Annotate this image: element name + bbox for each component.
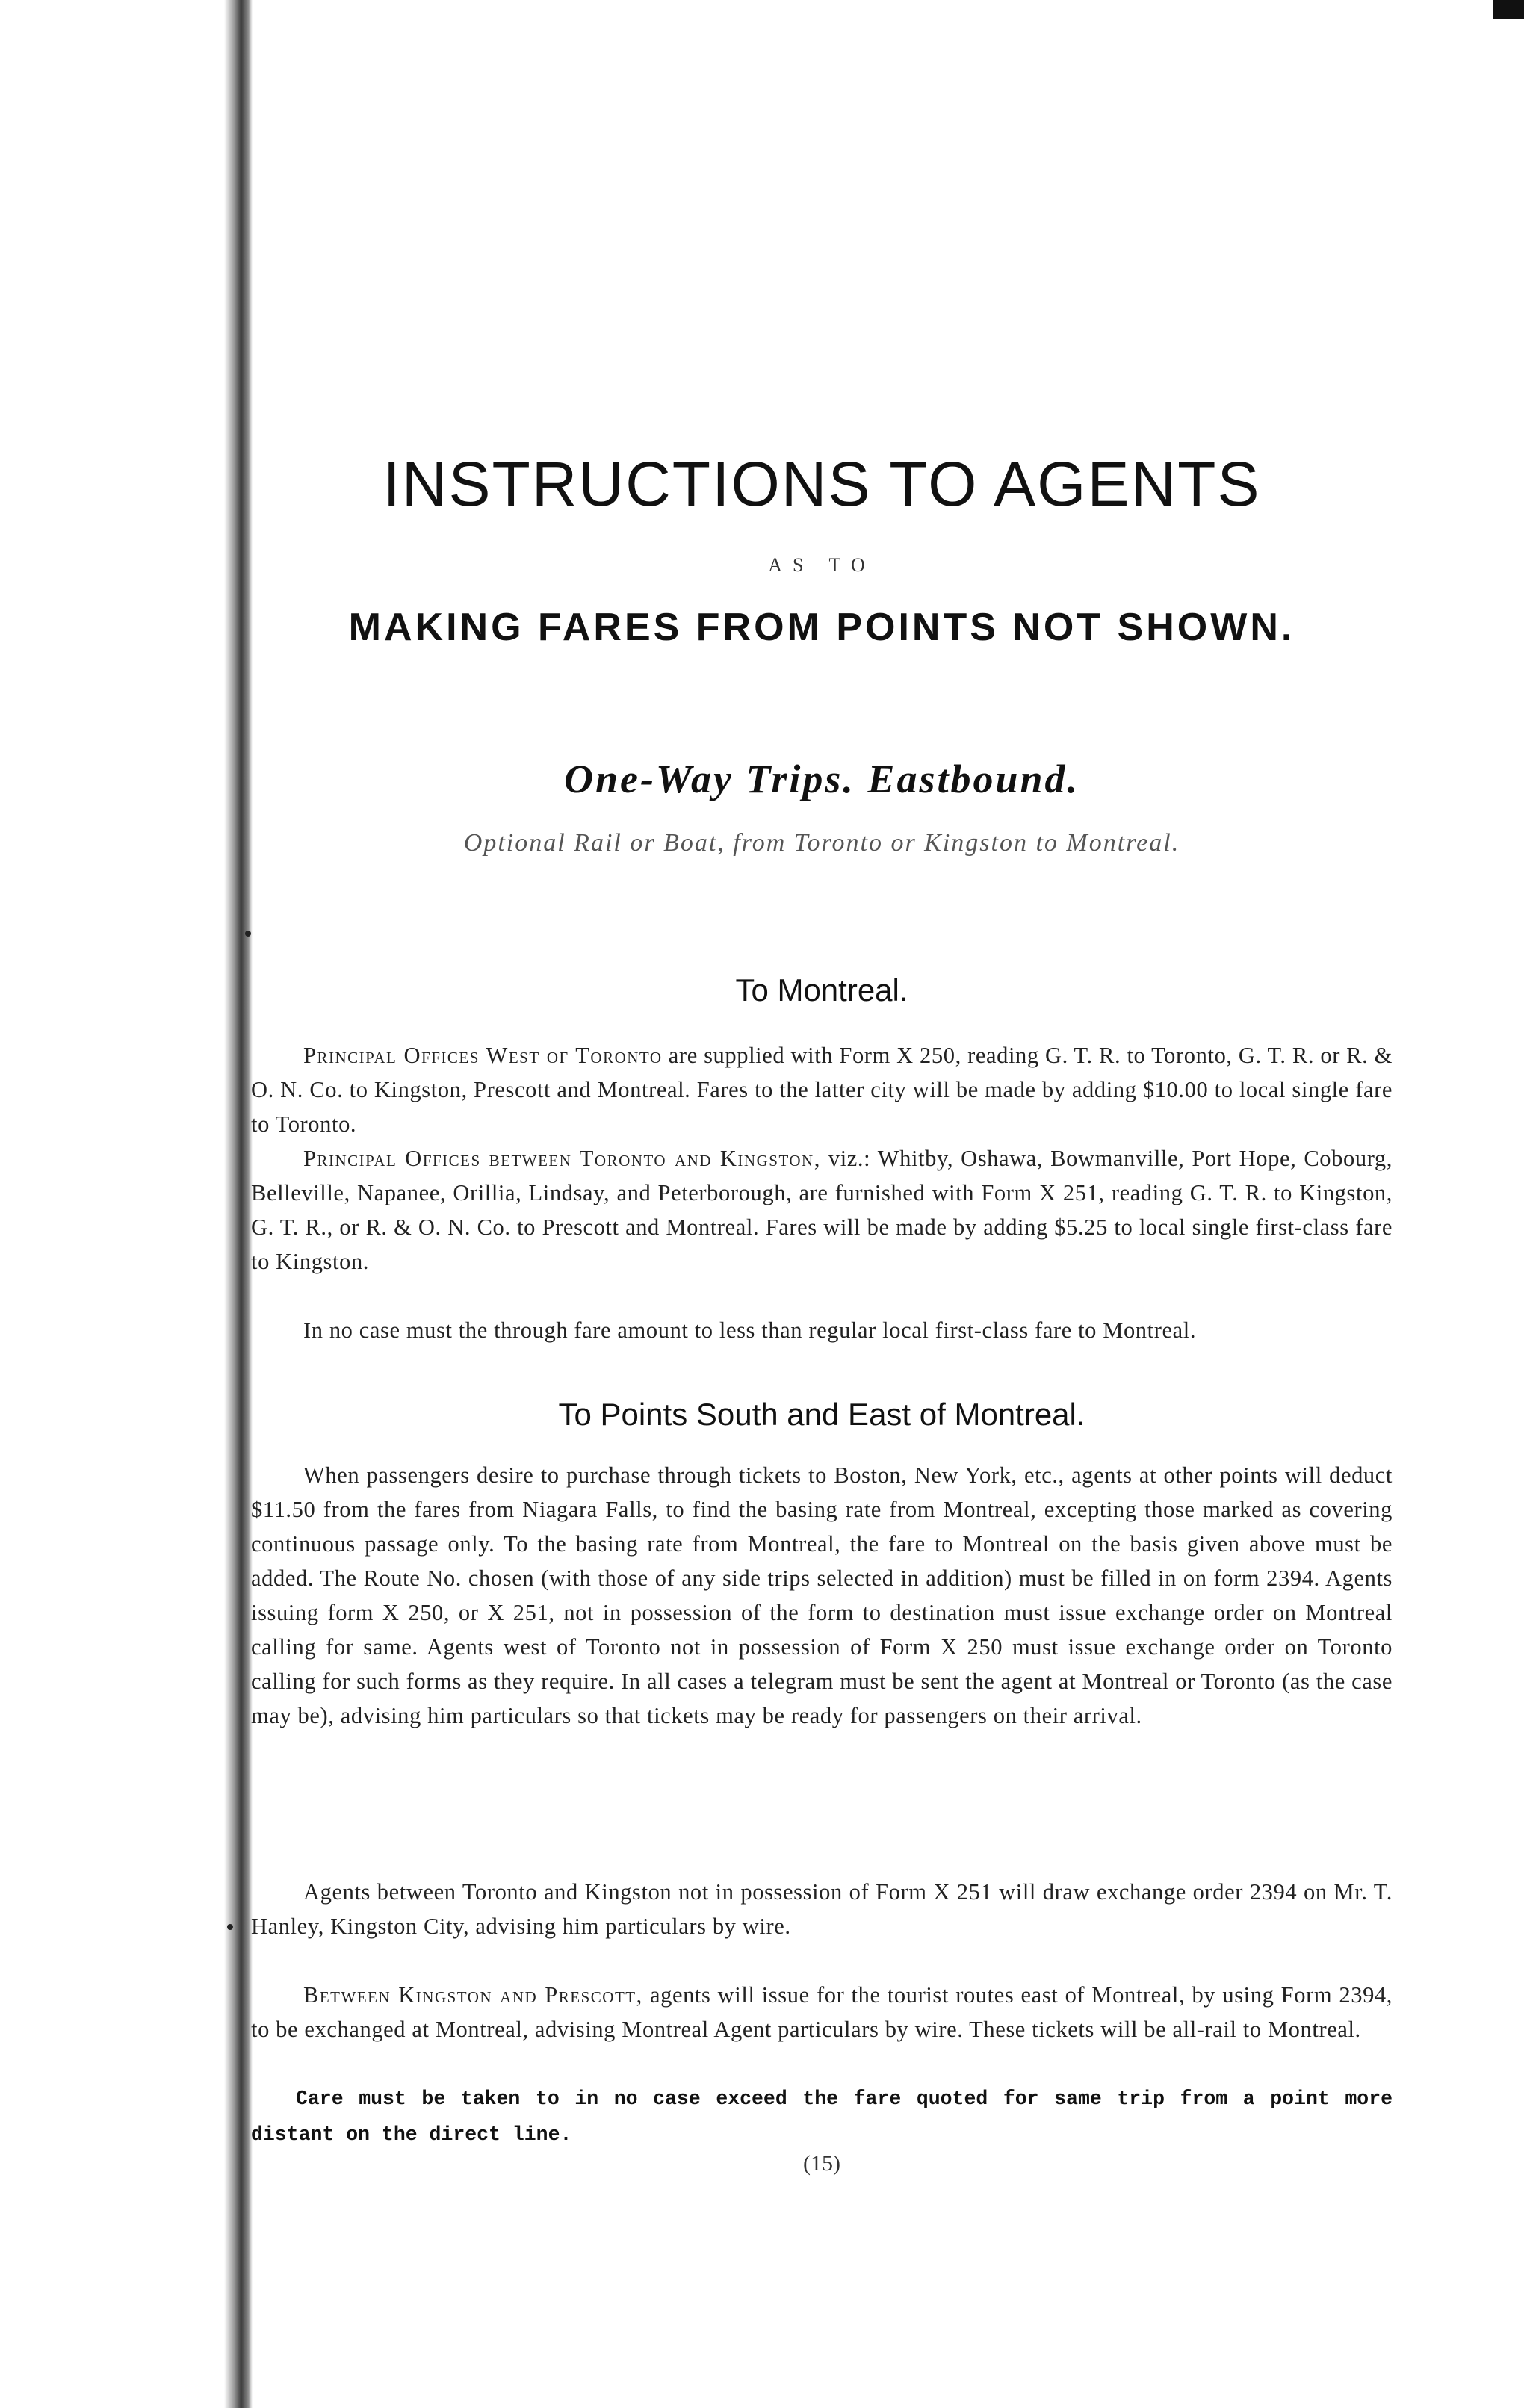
paragraph-exchange-order: Agents between Toronto and Kingston not in possession of Form X 251 will draw exchange order 2394 on Mr. T. Hanley, Kingston City, advising him particulars by wire. (251, 1879, 1393, 1939)
page-number: (15) (803, 2151, 840, 2176)
page-subtitle: MAKING FARES FROM POINTS NOT SHOWN. (348, 606, 1295, 649)
page-title: INSTRUCTIONS TO AGENTS (382, 449, 1261, 519)
trips-heading: One-Way Trips. Eastbound. (563, 757, 1080, 801)
paragraph-lead: Principal Offices between Toronto and Kingston, (303, 1146, 821, 1171)
section-heading-montreal: To Montreal. (735, 972, 908, 1008)
ink-speck (227, 1924, 233, 1930)
paragraph-lead: Between Kingston and Prescott, (303, 1982, 643, 2008)
paragraph-offices-west (251, 1038, 1393, 1141)
paragraph-through-fare: In no case must the through fare amount to less than regular local first-class fare to Montreal. (303, 1318, 1197, 1343)
fare-caution-note: Care must be taken to in no case exceed the fare quoted for same trip from a point more distant on the direct line. (251, 2088, 1393, 2146)
paragraph-through-tickets: When passengers desire to purchase through tickets to Boston, New York, etc., agents at other points will deduct $11.50 from the fares from Niagara Falls, to find the basing rate from Montreal, excepting those marked as covering continuous passage only. To the basing rate from Montreal, the fare to Montreal on the basis given above must be added. The Route No. chosen (with those of any side trips selected in addition) must be filled in on form 2394. Agents issuing form X 250, or X 251, not in possession of the form to destination must issue exchange order on Montreal calling for same. Agents west of Toronto not in possession of Form X 250 must issue exchange order on Toronto calling for such forms as they require. In all cases a telegram must be sent the agent at Montreal or Toronto (as the case may be), advising him particulars so that tickets may be ready for passengers on their arrival. (251, 1462, 1393, 1728)
optional-route-line: Optional Rail or Boat, from Toronto or Kingston to Montreal. (463, 829, 1180, 857)
paragraph-text: viz.: Whitby, Oshawa, Bowmanville, Port Hope, Cobourg, Belleville, Napanee, Orillia, Lindsay, and Peterborough, are furnished with Form X 251, reading G. T. R. to Kingston, G. T. R., or R. & O. N. Co. to Prescott and Montreal. Fares will be made by adding $5.25 to local single first-class fare to Kingston. (251, 1146, 1393, 1274)
scan-corner-mark (1493, 0, 1524, 19)
paragraph-text: agents will issue for the tourist routes east of Montreal, by using Form 2394, to be exchanged at Montreal, advising Montreal Agent particulars by wire. These tickets will be all-rail to Montreal. (251, 1982, 1393, 2042)
paragraph-kingston-prescott (251, 1978, 1393, 2047)
document-page (247, 0, 1397, 2408)
paragraph-lead: Principal Offices West of Toronto (303, 1043, 663, 1068)
paragraph-offices-between (251, 1141, 1393, 1279)
section-heading-south-east: To Points South and East of Montreal. (558, 1397, 1085, 1432)
as-to-line: AS TO (768, 554, 876, 576)
paragraph-text: are supplied with Form X 250, reading G. T. R. to Toronto, G. T. R. or R. & O. N. Co. to Kingston, Prescott and Montreal. Fares to the latter city will be made by adding $10.00 to local single fare to Toronto. (251, 1043, 1393, 1137)
